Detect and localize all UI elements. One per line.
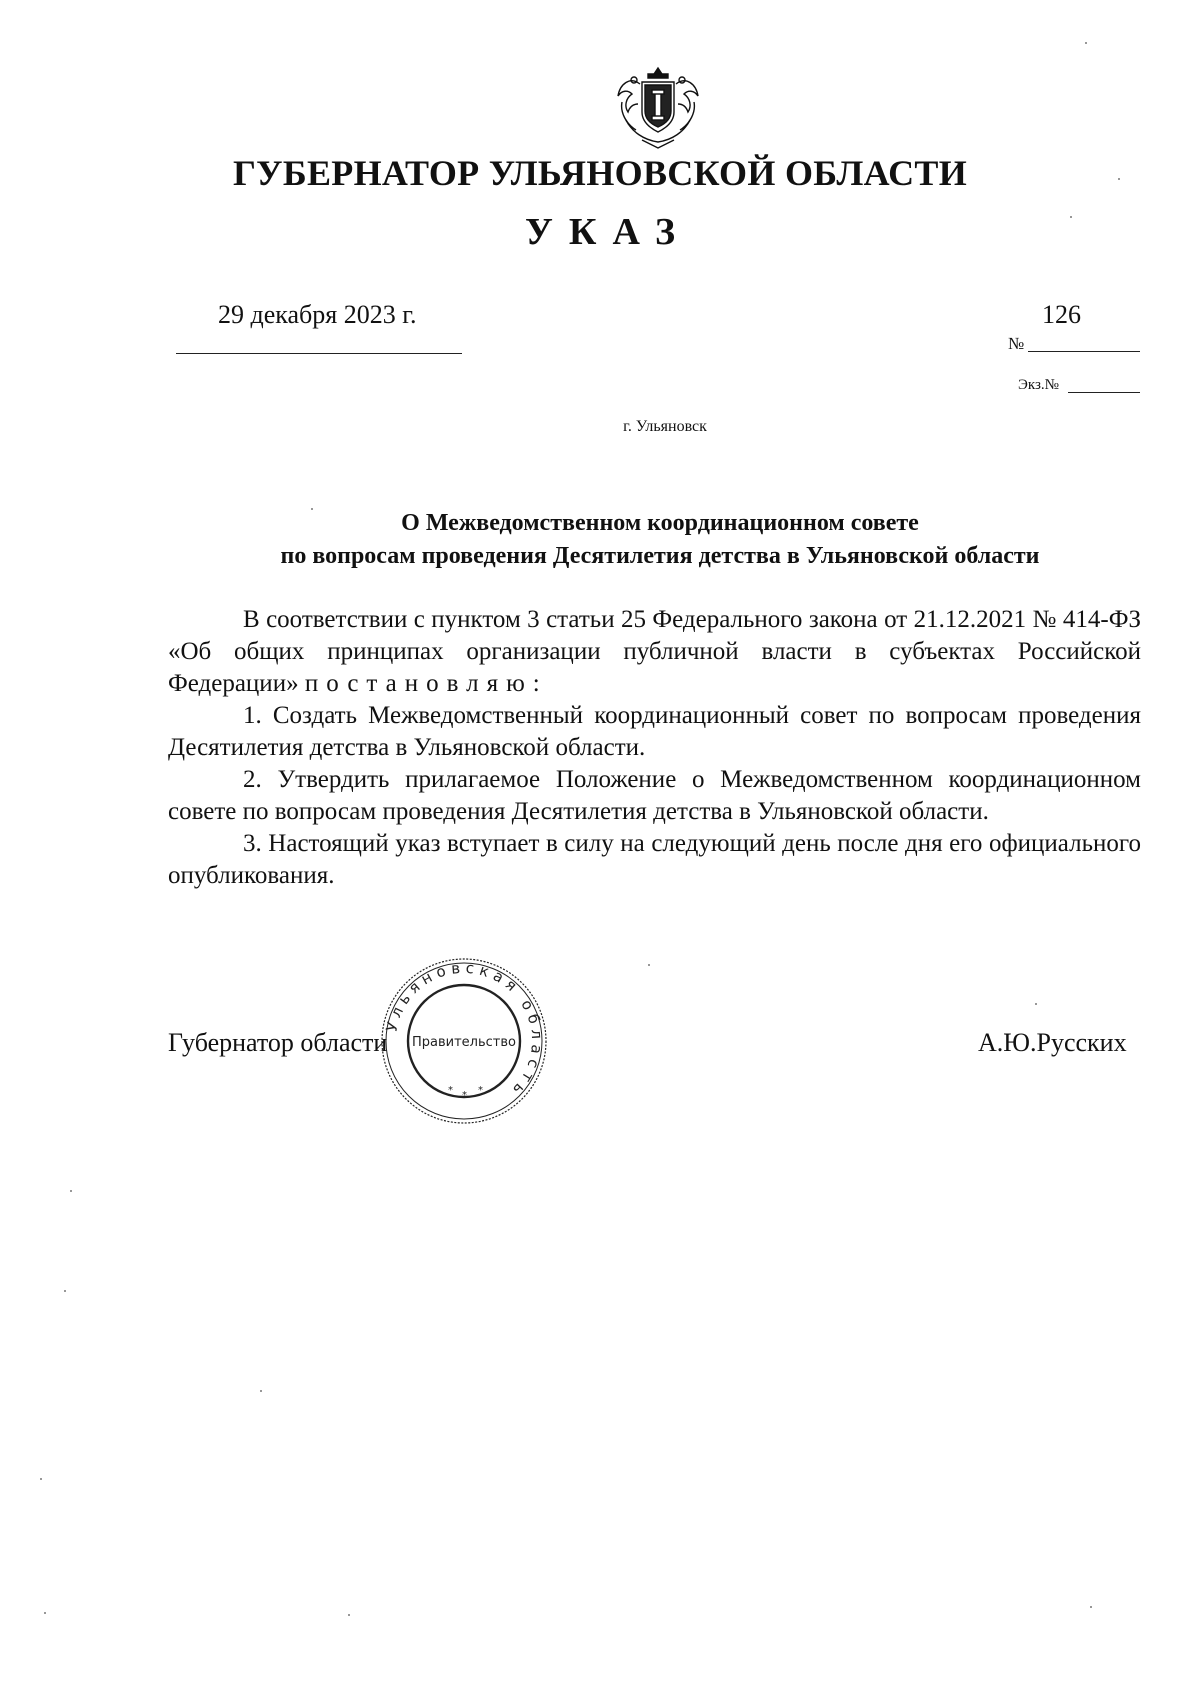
title-line-1: О Межведомственном координационном совете: [401, 510, 919, 536]
coat-of-arms-icon: [612, 62, 704, 154]
official-stamp: [378, 956, 550, 1126]
decree-item-1: 1. Создать Межведомственный координационный совет по вопросам проведения Десятилетия детства в Ульяновской области.: [168, 702, 1141, 761]
decree-item-3: 3. Настоящий указ вступает в силу на следующий день после дня его официального опубликования.: [168, 830, 1141, 889]
svg-text:*: *: [448, 1085, 453, 1096]
number-underline: [1028, 351, 1140, 352]
scan-speck: [1090, 1606, 1092, 1608]
number-label: №: [1008, 334, 1025, 353]
scan-speck: [64, 1290, 66, 1292]
scan-speck: [348, 1614, 350, 1616]
svg-text:Правительство: Правительство: [412, 1035, 516, 1050]
scan-speck: [44, 1612, 46, 1614]
document-number: 126: [1042, 300, 1081, 329]
copy-number-underline: [1068, 392, 1140, 393]
decree-item-2: 2. Утвердить прилагаемое Положение о Межведомственном координационном совете по вопросам проведения Десятилетия детства в Ульяновской области.: [168, 766, 1141, 825]
scan-speck: [260, 1390, 262, 1392]
document-title: [160, 507, 1160, 573]
document-type: УКАЗ: [525, 211, 691, 253]
document-date: 29 декабря 2023 г.: [218, 300, 417, 329]
scan-speck: [70, 1190, 72, 1192]
scan-speck: [40, 1478, 42, 1480]
scan-speck: [1070, 216, 1072, 218]
document-body: [168, 604, 1141, 892]
signer-name: А.Ю.Русских: [978, 1028, 1127, 1057]
copy-number-label: Экз.№: [1018, 377, 1059, 393]
date-underline: [176, 353, 462, 354]
preamble-paragraph: [168, 604, 1141, 700]
svg-text:*: *: [462, 1090, 467, 1101]
scan-speck: [1118, 178, 1120, 180]
title-line-2: по вопросам проведения Десятилетия детства в Ульяновской области: [280, 543, 1040, 569]
decree-word: постановляю:: [304, 670, 548, 697]
svg-text:Ульяновская область: Ульяновская область: [382, 958, 547, 1103]
preamble-text: В соответствии с пунктом 3 статьи 25 Федерального закона от 21.12.2021 № 414-ФЗ «Об общих принципах организации публичной власти в субъектах Российской Федерации»: [168, 606, 1141, 697]
scan-speck: [1085, 42, 1087, 44]
signer-title: Губернатор области: [168, 1028, 388, 1057]
scan-speck: [1035, 1003, 1037, 1005]
scan-speck: [311, 508, 313, 510]
city: г. Ульяновск: [623, 418, 707, 435]
svg-text:*: *: [478, 1085, 483, 1096]
scan-speck: [648, 964, 650, 966]
issuing-authority: ГУБЕРНАТОР УЛЬЯНОВСКОЙ ОБЛАСТИ: [232, 153, 968, 193]
